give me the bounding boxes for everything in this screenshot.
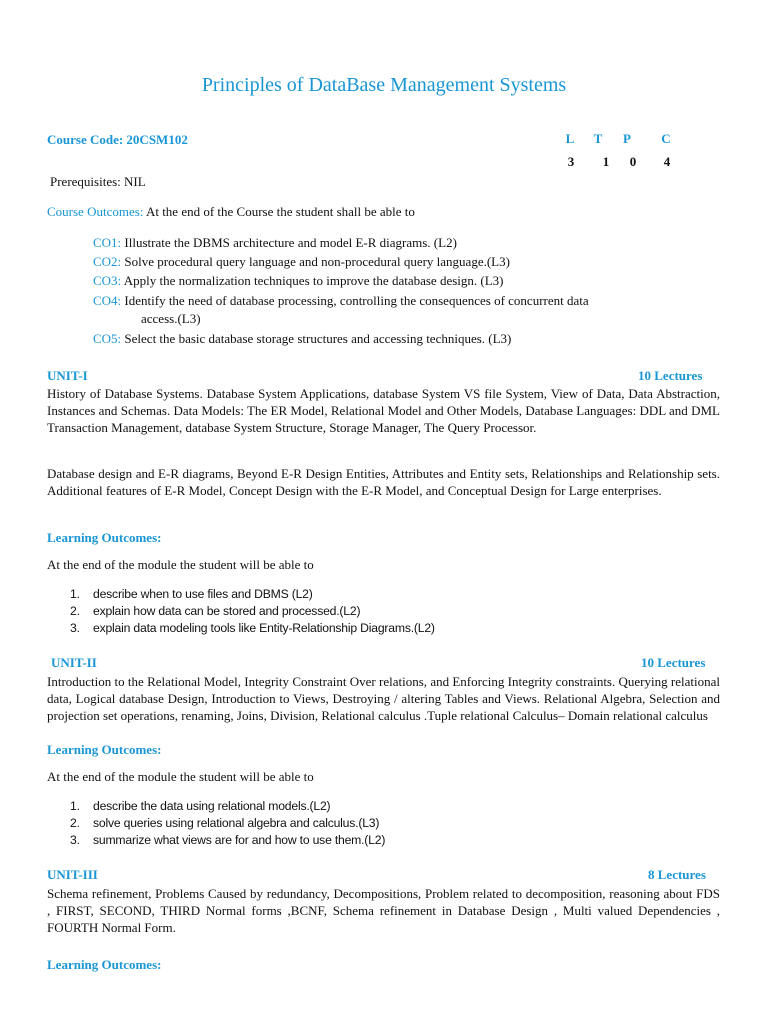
unit3-title: UNIT-III [47, 867, 98, 882]
ltpc-value-t: 1 [602, 154, 610, 169]
unit1-learning-outcomes-intro: At the end of the module the student will be able to [47, 557, 314, 572]
ltpc-value-l: 3 [567, 154, 575, 169]
page-title: Principles of DataBase Management Systems [201, 74, 567, 96]
list-number: 1. [70, 587, 80, 601]
list-text: solve queries using relational algebra and calculus.(L3) [93, 816, 380, 830]
list-number: 3. [70, 621, 80, 635]
course-code: Course Code: 20CSM102 [47, 132, 188, 147]
unit2-outcomes-list [70, 798, 385, 849]
course-outcome-item [93, 330, 713, 348]
course-outcome-item [93, 272, 713, 290]
ltpc-value-p: 0 [629, 154, 637, 169]
list-text: explain data modeling tools like Entity-Relationship Diagrams.(L2) [93, 621, 435, 635]
course-outcome-item [93, 253, 713, 271]
unit2-title: UNIT-II [51, 655, 97, 670]
course-outcomes-heading [47, 203, 415, 220]
ltpc-header-t: T [593, 131, 603, 146]
unit3-lectures: 8 Lectures [648, 867, 706, 882]
unit2-lectures: 10 Lectures [641, 655, 706, 670]
ltpc-value-c: 4 [663, 154, 671, 169]
unit1-paragraph-2: Database design and E-R diagrams, Beyond E-R Design Entities, Attributes and Entity sets, Relationships and Relationship sets. Additional features of E-R Model, Concept Design with the E-R Model, and Conceptual Design for Large enterprises. [47, 466, 720, 498]
list-item [70, 815, 385, 832]
course-outcome-continuation: access.(L3) [141, 311, 201, 326]
course-outcome-item [93, 292, 713, 310]
course-outcomes-label: Course Outcomes: [47, 204, 144, 219]
list-text: describe the data using relational models.(L2) [93, 799, 331, 813]
unit1-lectures: 10 Lectures [638, 368, 703, 383]
list-text: explain how data can be stored and processed.(L2) [93, 604, 361, 618]
list-number: 1. [70, 799, 80, 813]
unit2-paragraph-1: Introduction to the Relational Model, Integrity Constraint Over relations, and Enforcing Integrity constraints. Querying relational data, Logical database Design, Introduction to Views, Destroying / altering Tables and Views. Relational Algebra, Selection and projection set operations, renaming, Joins, Division, Relational calculus .Tuple relational Calculus– Domain relational calculus [47, 674, 720, 723]
course-outcomes-intro: At the end of the Course the student shall be able to [143, 204, 415, 219]
list-item [70, 798, 385, 815]
list-number: 2. [70, 816, 80, 830]
unit1-paragraph-1: History of Database Systems. Database System Applications, database System VS file System, View of Data, Data Abstraction, Instances and Schemas. Data Models: The ER Model, Relational Model and Other Models, Database Languages: DDL and DML Transaction Management, database System Structure, Storage Manager, The Query Processor. [47, 386, 720, 435]
unit1-outcomes-list [70, 586, 435, 637]
co-code: CO5: [93, 331, 122, 346]
list-item [70, 586, 435, 603]
list-number: 3. [70, 833, 80, 847]
unit1-learning-outcomes-label: Learning Outcomes: [47, 530, 162, 545]
ltpc-header-c: C [661, 131, 671, 146]
list-item [70, 832, 385, 849]
unit1-title: UNIT-I [47, 368, 88, 383]
list-item [70, 603, 435, 620]
co-code: CO3: [93, 273, 122, 288]
list-number: 2. [70, 604, 80, 618]
course-outcome-item [93, 234, 713, 252]
list-text: summarize what views are for and how to use them.(L2) [93, 833, 386, 847]
unit3-learning-outcomes-label: Learning Outcomes: [47, 957, 162, 972]
co-text: Illustrate the DBMS architecture and model E-R diagrams. (L2) [121, 235, 457, 250]
co-text: Select the basic database storage structures and accessing techniques. (L3) [121, 331, 512, 346]
ltpc-header-p: P [623, 131, 631, 146]
ltpc-header-l: L [565, 131, 575, 146]
co-code: CO4: [93, 293, 122, 308]
co-code: CO2: [93, 254, 122, 269]
co-code: CO1: [93, 235, 122, 250]
prerequisites: Prerequisites: NIL [50, 174, 146, 189]
co-text: Identify the need of database processing, controlling the consequences of concurrent data [121, 293, 589, 308]
list-text: describe when to use files and DBMS (L2) [93, 587, 313, 601]
unit3-paragraph-1: Schema refinement, Problems Caused by redundancy, Decompositions, Problem related to decomposition, reasoning about FDS , FIRST, SECOND, THIRD Normal forms ,BCNF, Schema refinement in Database Design , Multi valued Dependencies , FOURTH Normal Form. [47, 886, 720, 935]
co-text: Solve procedural query language and non-procedural query language.(L3) [121, 254, 510, 269]
unit2-learning-outcomes-intro: At the end of the module the student will be able to [47, 769, 314, 784]
co-text: Apply the normalization techniques to improve the database design. (L3) [121, 273, 504, 288]
unit2-learning-outcomes-label: Learning Outcomes: [47, 742, 162, 757]
list-item [70, 620, 435, 637]
